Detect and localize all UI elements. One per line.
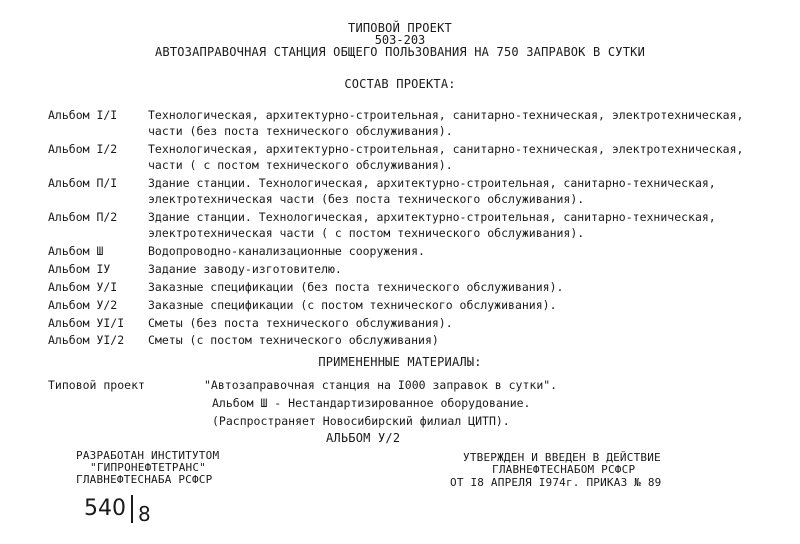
handwritten-sheet-number <box>84 494 151 524</box>
album-label: Альбом I/I <box>48 108 118 122</box>
handwritten-sheet: 8 <box>138 502 151 526</box>
album-description: Технологическая, архитектурно-строительная, санитарно-техническая, электротехническая, <box>148 108 744 122</box>
album-label: Альбом УI/I <box>48 316 125 330</box>
album-description: Водопроводно-канализационные сооружения. <box>148 244 425 258</box>
approval-line-1: УТВЕРЖДЕН И ВВЕДЕН В ДЕЙСТВИЕ <box>463 451 661 464</box>
album-label: Альбом У/I <box>48 280 118 294</box>
materials-label: Типовой проект <box>48 378 145 392</box>
album-description: Технологическая, архитектурно-строительная, санитарно-техническая, электротехническая, <box>148 142 744 156</box>
album-label: Альбом П/2 <box>48 210 118 224</box>
album-label: Альбом I/2 <box>48 142 118 156</box>
materials-project-title: "Автозаправочная станция на I000 заправок в сутки". <box>204 378 558 392</box>
album-label: Альбом У/2 <box>48 298 118 312</box>
materials-album: Альбом Ш - Нестандартизированное оборудование. <box>212 396 531 410</box>
album-description: Заказные спецификации (без поста технического обслуживания). <box>148 280 564 294</box>
album-description: Задание заводу-изготовителю. <box>148 262 342 276</box>
album-description: Здание станции. Технологическая, архитектурно-строительная, санитарно-техническая, <box>148 176 716 190</box>
header-number: 503-203 <box>374 33 426 47</box>
album-label: Альбом УI/2 <box>48 333 125 347</box>
handwritten-divider <box>131 495 133 523</box>
album-description: Здание станции. Технологическая, архитектурно-строительная, санитарно-техническая, <box>148 210 716 224</box>
album-description: Заказные спецификации (с постом технического обслуживания). <box>148 298 557 312</box>
album-description-cont: части (без поста технического обслуживания). <box>148 124 453 138</box>
album-label: Альбом Ш <box>48 244 104 258</box>
album-label: Альбом П/I <box>48 176 118 190</box>
materials-title: ПРИМЕНЕННЫЕ МАТЕРИАЛЫ: <box>318 355 482 369</box>
header-type: ТИПОВОЙ ПРОЕКТ <box>348 21 452 35</box>
approval-line-2: ГЛАВНЕФТЕСНАБОМ РСФСР <box>492 463 636 476</box>
handwritten-number: 540 <box>84 496 126 521</box>
album-description: Сметы (без поста технического обслуживания). <box>148 316 453 330</box>
album-label: Альбом IУ <box>48 262 111 276</box>
materials-distributor: (Распространяет Новосибирский филиал ЦИТП). <box>212 414 510 428</box>
developer-line-2: "ГИПРОНЕФТЕТРАНС" <box>90 461 206 474</box>
developer-line-1: РАЗРАБОТАН ИНСТИТУТОМ <box>76 449 220 462</box>
album-title: АЛЬБОМ У/2 <box>326 431 401 445</box>
album-description-cont: электротехническая части (без поста технического обслуживания). <box>148 192 585 206</box>
composition-title: СОСТАВ ПРОЕКТА: <box>344 77 456 91</box>
developer-line-3: ГЛАВНЕФТЕСНАБА РСФСР <box>76 473 213 486</box>
album-description: Сметы (с постом технического обслуживания) <box>148 333 439 347</box>
header-title: АВТОЗАПРАВОЧНАЯ СТАНЦИЯ ОБЩЕГО ПОЛЬЗОВАНИЯ НА 750 ЗАПРАВОК В СУТКИ <box>154 45 646 59</box>
album-description-cont: части ( с постом технического обслуживания). <box>148 158 453 172</box>
approval-line-3: ОТ I8 АПРЕЛЯ I974г. ПРИКАЗ № 89 <box>450 476 662 489</box>
album-description-cont: электротехническая части ( с постом технического обслуживания). <box>148 226 585 240</box>
